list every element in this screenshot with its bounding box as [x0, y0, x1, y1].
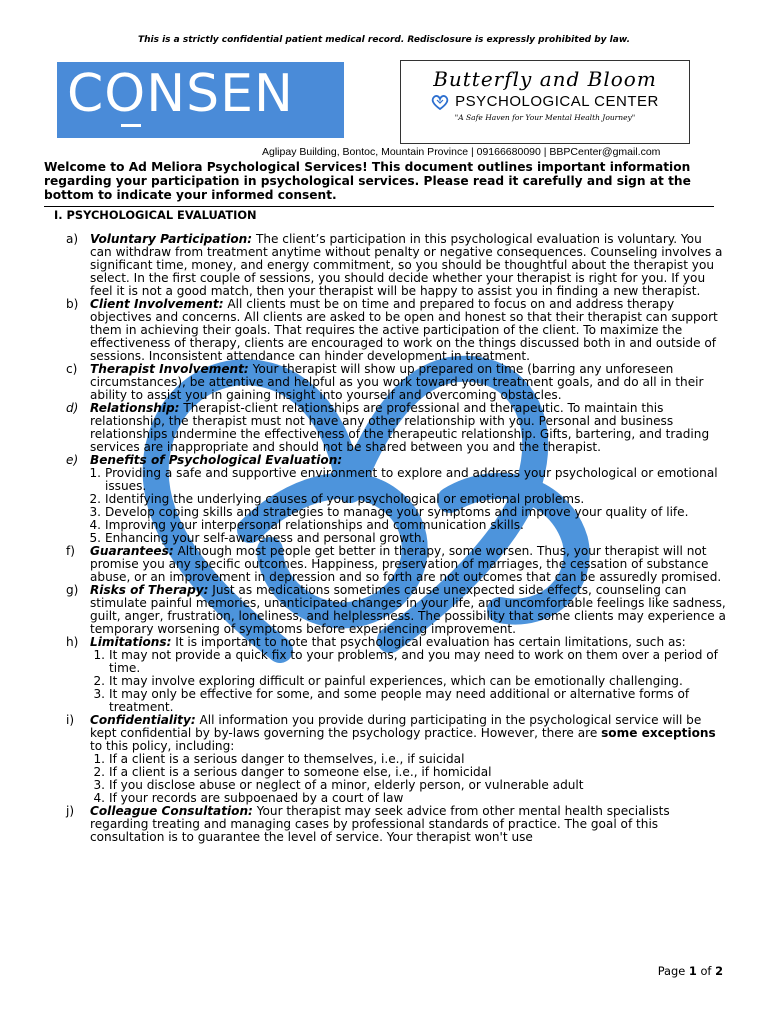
banner-text: CONSEN	[67, 64, 294, 124]
sub-list-item: 4. If your records are subpoenaed by a court of law	[93, 791, 404, 805]
item-text: All clients must be on time and prepared to focus on and address therapy objectives and concerns. All clients are asked to be open and honest so that their therapist can support them in achieving their goals. That requires the active participation of the client. To maximize the effectiveness of therapy, clients are encouraged to work on the things discussed both in and outside of sessions. Inconsistent attendance can hinder development in treatment.	[90, 297, 718, 363]
sub-list-item: 1. Providing a safe and supportive environment to explore and address your psychological or emotional issues.	[89, 466, 718, 493]
item-title: Guarantees:	[90, 544, 174, 558]
item-title: Benefits of Psychological Evaluation:	[90, 453, 343, 467]
item-text: Just as medications sometimes cause unexpected side effects, counseling can stimulate painful memories, unanticipated changes in your life, and uncomfortable feelings like sadness, guilt, anger, frustration, loneliness, and helplessness. The possibility that some clients may experience a temporary worsening of symptoms before experiencing improvement.	[90, 583, 726, 636]
item-text: Your therapist will show up prepared on time (barring any unforeseen circumstances), be attentive and helpful as you work toward your treatment goals, and do all in their ability to assist you in gaining insight into yourself and overcoming obstacles.	[90, 362, 704, 402]
item-letter: e)	[66, 453, 79, 467]
logo-name: PSYCHOLOGICAL CENTER	[455, 93, 659, 110]
divider	[44, 206, 714, 207]
item-title: Voluntary Participation:	[90, 232, 253, 246]
sub-list-item: 1. If a client is a serious danger to themselves, i.e., if suicidal	[93, 752, 465, 766]
sub-list-item: 2. It may involve exploring difficult or painful experiences, which can be emotionally challenging.	[93, 674, 683, 688]
item-text: Therapist-client relationships are professional and therapeutic. To maintain this relationship, the therapist must not have any other relationship with you. Personal and business relationships undermine the effectiveness of the therapeutic relationship. Gifts, bartering, and trading services are inappropriate and should not be shared between you and the therapist.	[90, 401, 710, 454]
item-letter: b)	[66, 297, 79, 311]
item-title: Therapist Involvement:	[90, 362, 249, 376]
item-text: It is important to note that psychological evaluation has certain limitations, such as:	[171, 635, 686, 649]
item-letter: c)	[66, 362, 78, 376]
section-title: PSYCHOLOGICAL EVALUATION	[66, 208, 257, 222]
sub-list-item: 1. It may not provide a quick fix to your problems, and you may need to work on them over a period of time.	[93, 648, 718, 675]
content-list	[66, 233, 726, 844]
sub-list-item: 5. Enhancing your self-awareness and personal growth.	[89, 531, 426, 545]
item-letter: j)	[66, 804, 75, 818]
logo-tagline: "A Safe Haven for Your Mental Health Journey"	[454, 113, 636, 122]
item-text: to this policy, including:	[90, 739, 235, 753]
list-item	[66, 545, 726, 584]
item-title: Confidentiality:	[90, 713, 196, 727]
sub-list-item: 3. Develop coping skills and strategies to manage your symptoms and improve your quality of life.	[89, 505, 689, 519]
section-number: I.	[54, 208, 63, 222]
item-text: All information you provide during participating in the psychological service will be kept confidential by by-laws governing the psychology practice. However, there are	[90, 713, 702, 740]
logo-script-title: Butterfly and Bloom	[433, 67, 657, 91]
list-item	[66, 363, 726, 402]
list-item	[66, 805, 726, 844]
item-title: Risks of Therapy:	[90, 583, 209, 597]
consent-banner	[57, 62, 344, 138]
contact-line: Aglipay Building, Bontoc, Mountain Province | 09166680090 | BBPCenter@gmail.com	[262, 146, 661, 158]
item-title: Client Involvement:	[90, 297, 224, 311]
item-letter: i)	[66, 713, 75, 727]
item-text: The client’s participation in this psychological evaluation is voluntary. You can withdraw from treatment anytime without penalty or negative consequences. Counseling involves a significant time, money, and energy commitment, so you should be thoughtful about the therapist you select. In the first couple of sessions, you should decide whether your therapist is right for you. If you feel it is not a good match, then your therapist will be happy to assist you in finding a new therapist.	[90, 232, 723, 298]
section-heading	[54, 208, 257, 222]
item-title: Limitations:	[90, 635, 172, 649]
sub-list-item: 2. Identifying the underlying causes of your psychological or emotional problems.	[89, 492, 585, 506]
total-pages: 2	[715, 964, 723, 978]
logo-box	[400, 60, 690, 144]
list-item	[66, 584, 726, 636]
sub-list-item: 3. If you disclose abuse or neglect of a minor, elderly person, or vulnerable adult	[93, 778, 584, 792]
banner-cursor	[121, 124, 141, 138]
item-letter: d)	[66, 401, 79, 415]
sub-list-item: 4. Improving your interpersonal relationships and communication skills.	[89, 518, 524, 532]
item-text: Your therapist may seek advice from other mental health specialists regarding treating and managing cases by professional standards of practice. The goal of this consultation is to guarantee the level of service. Your therapist won't use	[90, 804, 670, 844]
item-text: Although most people get better in therapy, some worsen. Thus, your therapist will not promise you any specific outcomes. Happiness, preservation of marriages, the cessation of substance abuse, or an improvement in depression and so forth are not outcomes that can be assuredly promised.	[90, 544, 722, 584]
item-title: Relationship:	[90, 401, 180, 415]
item-letter: g)	[66, 583, 79, 597]
sub-list-item: 3. It may only be effective for some, and some people may need additional or alternative forms of treatment.	[93, 687, 690, 714]
item-letter: a)	[66, 232, 79, 246]
heart-butterfly-icon	[431, 94, 449, 110]
page-number: Page 1 of 2	[657, 964, 723, 978]
sub-list-item: 2. If a client is a serious danger to someone else, i.e., if homicidal	[93, 765, 492, 779]
list-item	[66, 298, 726, 363]
item-title: Colleague Consultation:	[90, 804, 253, 818]
list-item	[66, 714, 726, 753]
item-bold-text: some exceptions	[601, 726, 716, 740]
list-item	[66, 233, 726, 298]
list-item	[66, 402, 726, 454]
current-page: 1	[688, 964, 697, 978]
item-letter: f)	[66, 544, 75, 558]
intro-paragraph: Welcome to Ad Meliora Psychological Services! This document outlines important information regarding your participation in psychological services. Please read it carefully and sign at the bottom to indicate your informed consent.	[44, 160, 691, 202]
item-letter: h)	[66, 635, 79, 649]
confidentiality-notice: This is a strictly confidential patient medical record. Redisclosure is expressly prohibited by law.	[137, 35, 631, 45]
